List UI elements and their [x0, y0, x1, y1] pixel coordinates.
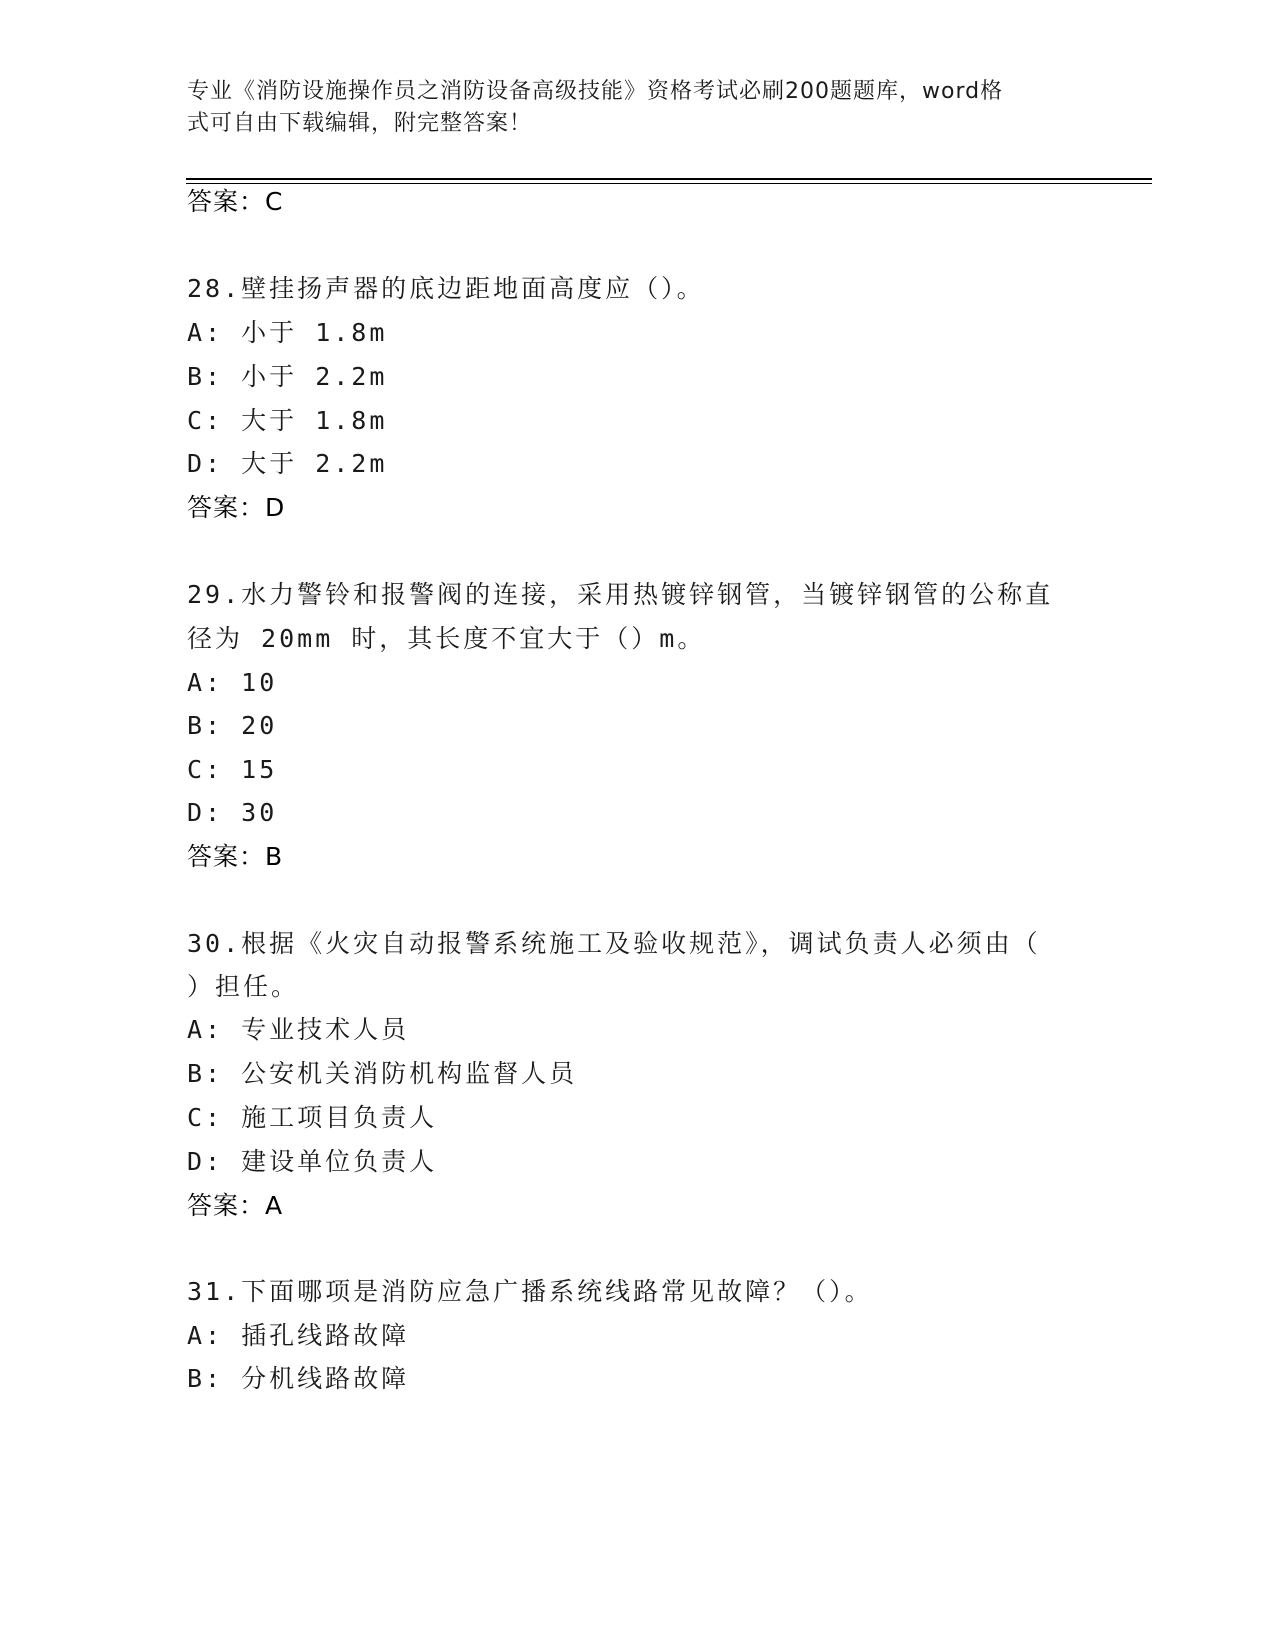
- q28-option-b: B: 小于 2.2m: [187, 362, 388, 391]
- question-29-line-2: 径为 20mm 时，其长度不宜大于（）m。: [187, 624, 706, 653]
- q28-option-d: D: 大于 2.2m: [187, 449, 388, 478]
- header-divider-thin: [186, 183, 1152, 184]
- question-28: 28.壁挂扬声器的底边距地面高度应（）。: [187, 274, 705, 303]
- document-header: [187, 76, 1067, 140]
- answer-27: 答案：C: [187, 187, 284, 216]
- answer-29: 答案：B: [187, 842, 284, 871]
- header-line-1: 专业《消防设施操作员之消防设备高级技能》资格考试必刷200题题库，word格: [187, 79, 1004, 104]
- question-30-line-1: 30.根据《火灾自动报警系统施工及验收规范》，调试负责人必须由（: [187, 929, 1041, 958]
- q29-option-c: C: 15: [187, 755, 278, 784]
- q31-option-b: B: 分机线路故障: [187, 1364, 410, 1393]
- q31-option-a: A: 插孔线路故障: [187, 1321, 410, 1350]
- question-30-line-2: ）担任。: [187, 972, 300, 1001]
- q30-option-c: C: 施工项目负责人: [187, 1103, 438, 1132]
- header-divider-thick: [186, 178, 1152, 180]
- question-31: 31.下面哪项是消防应急广播系统线路常见故障？（）。: [187, 1277, 873, 1306]
- q29-option-d: D: 30: [187, 798, 278, 827]
- question-29-line-1: 29.水力警铃和报警阀的连接，采用热镀锌钢管，当镀锌钢管的公称直: [187, 580, 1054, 609]
- q28-option-c: C: 大于 1.8m: [187, 406, 388, 435]
- q28-option-a: A: 小于 1.8m: [187, 318, 388, 347]
- header-line-2: 式可自由下载编辑，附完整答案！: [187, 111, 533, 136]
- q30-option-a: A: 专业技术人员: [187, 1015, 410, 1044]
- answer-30: 答案：A: [187, 1191, 284, 1220]
- q29-option-a: A: 10: [187, 668, 278, 697]
- q30-option-b: B: 公安机关消防机构监督人员: [187, 1059, 578, 1088]
- q29-option-b: B: 20: [187, 711, 278, 740]
- q30-option-d: D: 建设单位负责人: [187, 1147, 438, 1176]
- answer-28: 答案：D: [187, 493, 286, 522]
